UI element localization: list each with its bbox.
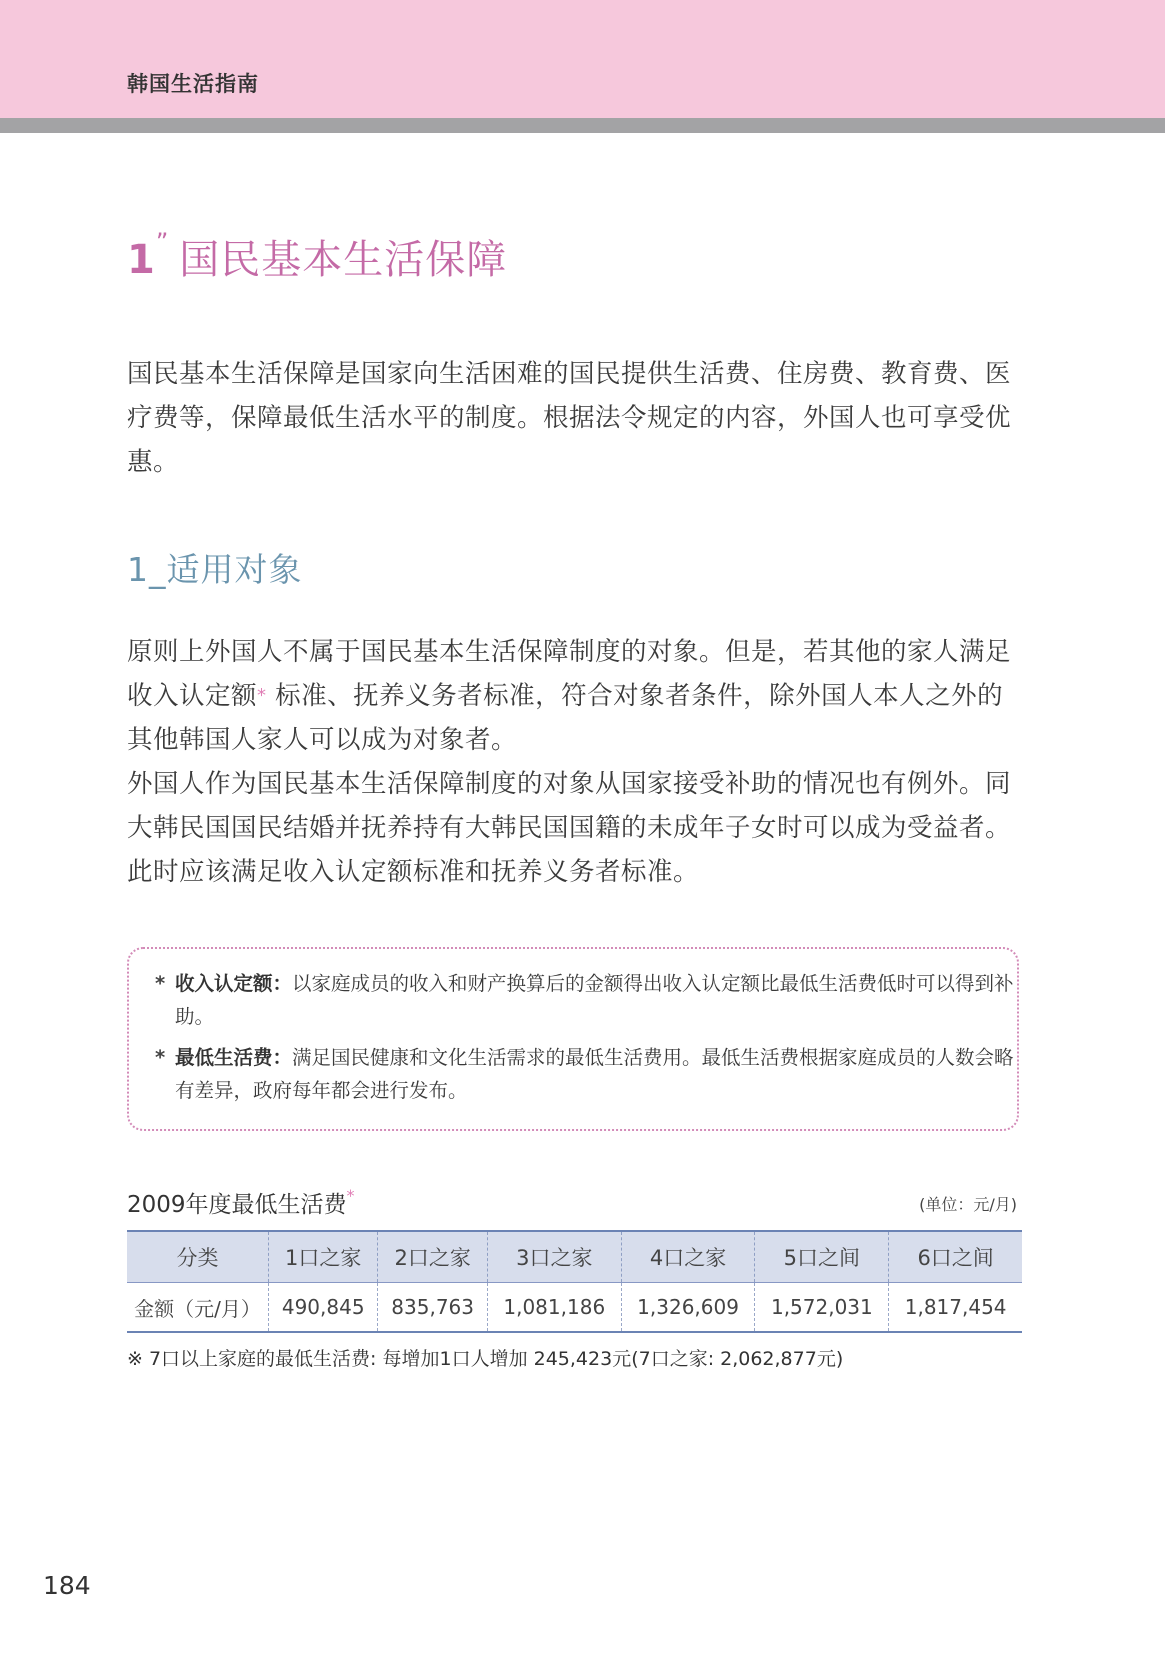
header-cell: 4口之家 — [621, 1231, 755, 1283]
note-text: 满足国民健康和文化生活需求的最低生活费用。最低生活费根据家庭成员的人数会略有差异，政府每年都会进行发布。 — [175, 1046, 1014, 1102]
header-cell: 2口之家 — [378, 1231, 487, 1283]
minimum-cost-table — [127, 1230, 1022, 1333]
value-cell: 1,817,454 — [889, 1283, 1022, 1333]
header-cell: 5口之间 — [755, 1231, 889, 1283]
value-cell: 1,572,031 — [755, 1283, 889, 1333]
note-text: 以家庭成员的收入和财产换算后的金额得出收入认定额比最低生活费低时可以得到补助。 — [175, 972, 1014, 1028]
chapter-title: 国民基本生活保障 — [179, 237, 508, 283]
section-paragraph-1-text-b: 标准、抚养义务者标准，符合对象者条件，除外国人本人之外的其他韩国人家人可以成为对象者。 — [127, 681, 1004, 755]
header-divider-bar — [0, 118, 1165, 133]
note-item — [155, 967, 1015, 1033]
table-footnote: ※ 7口以上家庭的最低生活费: 每增加1口人增加 245,423元(7口之家: 2,062,877元) — [127, 1348, 844, 1370]
chapter-number: 1 — [127, 237, 156, 283]
page-header — [0, 0, 1165, 118]
table-header-row — [127, 1231, 1022, 1283]
section-paragraph-1-text-a: 原则上外国人不属于国民基本生活保障制度的对象。但是，若其他的家人满足收入认定额 — [127, 637, 1012, 711]
header-cell: 6口之间 — [889, 1231, 1022, 1283]
table-unit: (单位：元/月) — [919, 1195, 1017, 1214]
value-cell: 490,845 — [269, 1283, 378, 1333]
table-row — [127, 1283, 1022, 1333]
header-cell: 3口之家 — [487, 1231, 621, 1283]
section-paragraph-1 — [127, 630, 1022, 762]
footnote-star: * — [257, 685, 267, 706]
section-paragraph-2: 外国人作为国民基本生活保障制度的对象从国家接受补助的情况也有例外。同大韩民国国民结婚并抚养持有大韩民国国籍的未成年子女时可以成为受益者。此时应该满足收入认定额标准和抚养义务者标准。 — [127, 769, 1012, 887]
note-separator: ： — [272, 972, 293, 995]
value-cell: 1,326,609 — [621, 1283, 755, 1333]
note-bullet: * — [155, 972, 166, 995]
section-title: 1_适用对象 — [127, 550, 303, 589]
header-title: 韩国生活指南 — [127, 72, 259, 96]
note-term: 最低生活费 — [175, 1046, 273, 1069]
table-title — [127, 1186, 355, 1219]
row-label-cell: 金额（元/月） — [127, 1283, 269, 1333]
table-title-star: * — [346, 1186, 355, 1205]
page-number: 184 — [43, 1571, 91, 1600]
header-cell: 1口之家 — [269, 1231, 378, 1283]
intro-paragraph: 国民基本生活保障是国家向生活困难的国民提供生活费、住房费、教育费、医疗费等，保障最低生活水平的制度。根据法令规定的内容，外国人也可享受优惠。 — [127, 359, 1012, 477]
note-bullet: * — [155, 1046, 166, 1069]
value-cell: 1,081,186 — [487, 1283, 621, 1333]
definition-note-box — [127, 947, 1019, 1131]
header-cell-category: 分类 — [127, 1231, 269, 1283]
note-term: 收入认定额 — [175, 972, 273, 995]
note-separator: ： — [272, 1046, 293, 1069]
value-cell: 835,763 — [378, 1283, 487, 1333]
chapter-heading — [127, 228, 507, 285]
note-item — [155, 1041, 1015, 1107]
chapter-mark: ” — [155, 228, 170, 256]
table-title-text: 2009年度最低生活费 — [127, 1192, 347, 1218]
